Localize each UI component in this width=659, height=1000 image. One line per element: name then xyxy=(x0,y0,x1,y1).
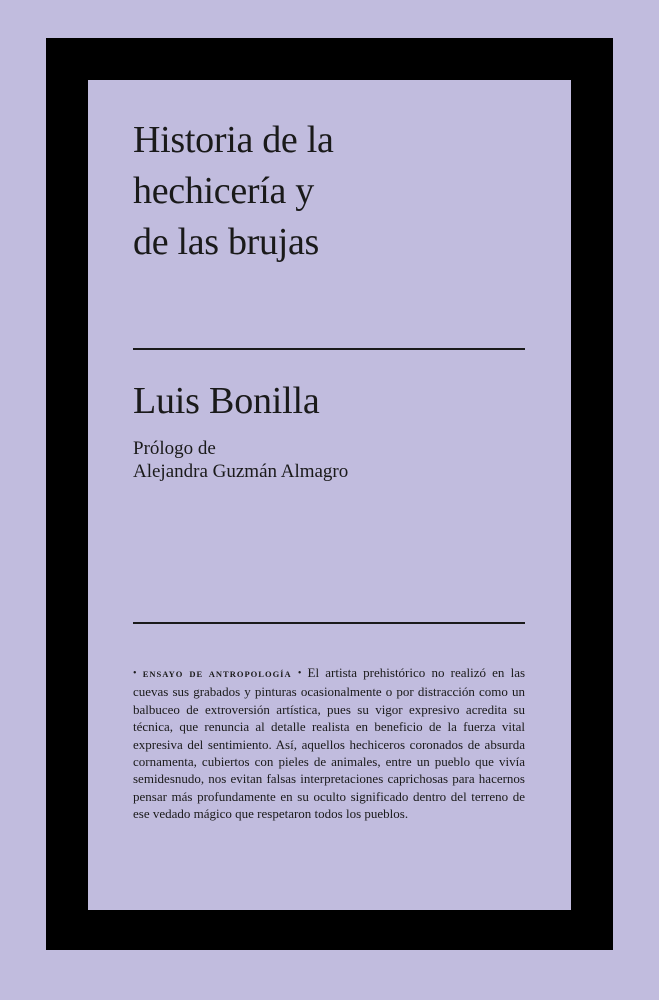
title-line-2: hechicería y xyxy=(133,170,315,212)
prologue-label: Prólogo de xyxy=(133,438,216,459)
title-line-3: de las brujas xyxy=(133,221,320,263)
author-name: Luis Bonilla xyxy=(133,380,320,422)
top-divider xyxy=(133,348,525,350)
prologue-credit xyxy=(133,437,348,483)
back-blurb xyxy=(133,664,525,823)
bottom-divider xyxy=(133,622,525,624)
blurb-text: El artista prehistórico no realizó en las cuevas sus grabados y pinturas ocasionalmente o por distracción como un balbuceo de extroversión artística, pues su vigor expresivo acredita su técnica, que renuncia al detalle realista en beneficio de la fuerza vital expresiva del sentimiento. Así, aquellos hechiceros coronados de absurda cornamenta, cubiertos con pieles de animales, entre un pueblo que vivía semidesnudo, nos evitan falsas interpretaciones caprichosas para hacernos pensar más profundamente en su oculto significado dentro del terreno de ese vedado mágico que respetaron todos los pueblos. xyxy=(133,665,526,822)
title-line-1: Historia de la xyxy=(133,119,334,161)
bullet-icon: • xyxy=(133,668,137,679)
prologue-author: Alejandra Guzmán Almagro xyxy=(133,461,349,482)
genre-label: ENSAYO DE ANTROPOLOGÍA xyxy=(142,669,292,679)
bullet-icon: • xyxy=(297,668,302,679)
book-title xyxy=(133,115,493,268)
